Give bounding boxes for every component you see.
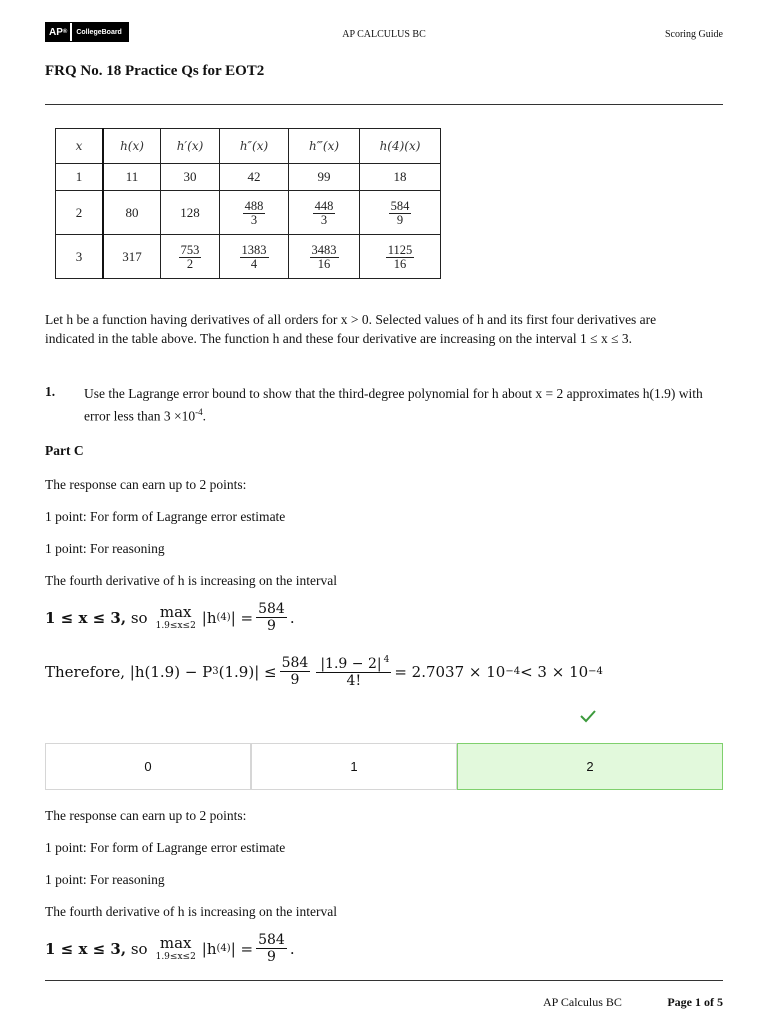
table-row (56, 191, 441, 235)
fraction-denominator: 3 (320, 213, 328, 227)
math-max-line: 1 ≤ x ≤ 3, so max 1.9≤x≤2 |h (4) | = $\frac{584}{9}$ . (45, 601, 295, 634)
intro-line: indicated in the table above. The function h and these four derivative are increasing on the interval 1 ≤ x ≤ 3. (45, 331, 632, 346)
table-cell-fraction (289, 235, 360, 279)
table-cell: 30 (161, 164, 220, 191)
check-icon (578, 706, 598, 726)
table-header-cell: h′(x) (161, 129, 220, 164)
score-option-2[interactable]: 2 (457, 743, 723, 790)
rubric-point-form: 1 point: For form of Lagrange error estimate (45, 509, 286, 524)
score-option-0[interactable]: 0 (45, 743, 251, 790)
intro-line: Let h be a function having derivatives of all orders for x > 0. Selected values of h and its first four derivatives are (45, 312, 657, 327)
table-cell-fraction (289, 191, 360, 235)
footer-course: AP Calculus BC (543, 995, 622, 1009)
table-cell: 42 (220, 164, 289, 191)
math-fraction: $\frac{584}{9}$ (258, 601, 285, 634)
rubric-fourth-derivative: The fourth derivative of h is increasing on the interval (45, 904, 338, 919)
fraction-numerator: 1383 (241, 242, 267, 257)
values-table (55, 128, 441, 279)
table-cell-fraction (360, 235, 441, 279)
fraction-numerator: 1125 (387, 242, 413, 257)
question-number: 1. (45, 384, 56, 399)
page-title: FRQ No. 18 Practice Qs for EOT2 (45, 63, 265, 79)
max-operator: max 1.9≤x≤2 (155, 933, 196, 962)
rubric-point-form: 1 point: For form of Lagrange error estimate (45, 840, 286, 855)
fraction-denominator: 2 (186, 257, 194, 271)
rubric-earn: The response can earn up to 2 points: (45, 477, 247, 492)
logo-ap-text: AP ® (46, 23, 70, 41)
table-cell-fraction (220, 191, 289, 235)
math-therefore-line: Therefore, |h(1.9) − P 3 (1.9)| ≤ $\frac{584}{9}$ $\frac{|1.9 - 2| ^4}{4!}$ = 2.7037 × 10 −4 < 3 × 10 −4 (45, 655, 603, 689)
table-header-row (56, 129, 441, 164)
score-selector (45, 743, 723, 790)
table-cell: 11 (103, 164, 161, 191)
math-max-line: 1 ≤ x ≤ 3, so max 1.9≤x≤2 |h (4) | = $\frac{584}{9}$ . (45, 932, 295, 965)
table-header-cell: x (56, 129, 104, 164)
question-text (84, 384, 729, 426)
table-cell: 80 (103, 191, 161, 235)
table-cell-fraction (360, 191, 441, 235)
table-cell: 18 (360, 164, 441, 191)
header-divider (45, 104, 723, 105)
fraction-denominator: 3 (250, 213, 258, 227)
rubric-point-reasoning: 1 point: For reasoning (45, 541, 165, 556)
header-course: AP CALCULUS BC (342, 29, 426, 40)
question-line: error less than $3 \times 10^{-4}$. (84, 407, 206, 424)
rubric-earn: The response can earn up to 2 points: (45, 808, 247, 823)
fraction-denominator: 16 (317, 257, 331, 271)
logo-collegeboard-text: CollegeBoard (72, 23, 128, 41)
score-option-1[interactable]: 1 (251, 743, 457, 790)
table-header-cell: h″(x) (220, 129, 289, 164)
table-row (56, 235, 441, 279)
table-header-cell: h(x) (103, 129, 161, 164)
table-cell-fraction (161, 235, 220, 279)
math-fraction: $\frac{|1.9 - 2| ^4}{4!}$ (316, 655, 391, 689)
fraction-numerator: 584 (390, 198, 410, 213)
header-guide: Scoring Guide (664, 29, 723, 40)
rubric-fourth-derivative: The fourth derivative of h is increasing on the interval (45, 573, 338, 588)
fraction-denominator: 16 (393, 257, 407, 271)
fraction-denominator: 4 (250, 257, 258, 271)
table-cell: 2 (56, 191, 104, 235)
table-cell: 1 (56, 164, 104, 191)
table-row (56, 164, 441, 191)
fraction-numerator: 753 (180, 242, 200, 257)
math-fraction: $\frac{584}{9}$ (281, 655, 309, 689)
table-cell: 99 (289, 164, 360, 191)
table-cell-fraction (220, 235, 289, 279)
fraction-numerator: 448 (314, 198, 334, 213)
fraction-numerator: 3483 (311, 242, 337, 257)
footer-divider (45, 980, 723, 981)
max-operator: max 1.9≤x≤2 (155, 602, 196, 631)
table-cell: 128 (161, 191, 220, 235)
fraction-denominator: 9 (396, 213, 404, 227)
question-line: Use the Lagrange error bound to show that the third-degree polynomial for h about x = 2 approximates h(1.9) with (84, 386, 703, 401)
part-label: Part C (45, 443, 84, 458)
table-cell: 317 (103, 235, 161, 279)
fraction-numerator: 488 (244, 198, 264, 213)
table-header-cell: h(4)(x) (360, 129, 441, 164)
table-header-cell: h‴(x) (289, 129, 360, 164)
rubric-point-reasoning: 1 point: For reasoning (45, 872, 165, 887)
table-cell: 3 (56, 235, 104, 279)
page-number: Page 1 of 5 (667, 995, 723, 1009)
math-fraction: $\frac{584}{9}$ (258, 932, 285, 965)
intro-paragraph (45, 310, 735, 348)
